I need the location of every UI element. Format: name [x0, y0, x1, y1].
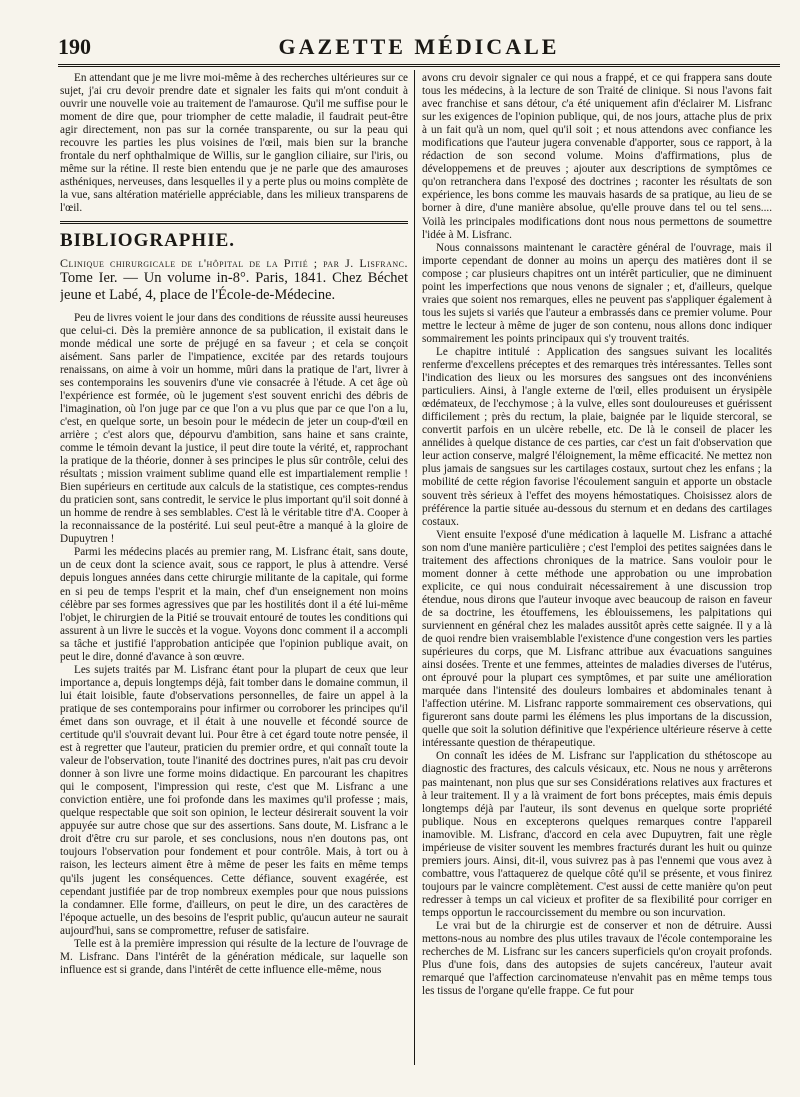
page-header	[58, 32, 780, 60]
review-paragraph-2: Parmi les médecins placés au premier rang, M. Lisfranc était, sans doute, un de ceux dont la science avait, sous ce rapport, le plus à attendre. Versé depuis longues années dans cette chirurgie militante de la capitale, qui forme en si peu de temps l'esprit et la main, chef d'un enseignement non moins célèbre par ses formes agressives que par les hostilités dont il a été lui-même l'objet, le chirurgien de la Pitié se trouvait entouré de toutes les conditions qui assurent à un livre le succès et la vogue. Voyons donc comment il a accompli sa tâche et justifié l'approbation anticipée que l'opinion publique avait, on peut le dire, donné d'avance à son œuvre.	[60, 546, 408, 663]
review-paragraph-5: Nous connaissons maintenant le caractère général de l'ouvrage, mais il importe cependant de donner au moins un aperçu des matières dont il se compose ; car plusieurs chapitres ont un intérêt particulier, que ne diminuent point les imperfections que nous venons de signaler ; et, d'ailleurs, quelque vraies que soient nos remarques, elles ne peuvent pas s'appliquer également à tous les sujets si variés que l'auteur a embrassés dans ce premier volume. Pour mettre le lecteur à même de juger de son contenu, nous allons donc indiquer sommairement les points principaux qui s'y trouvent traités.	[422, 241, 772, 345]
left-column	[60, 72, 408, 1065]
journal-title: GAZETTE MÉDICALE	[278, 34, 560, 59]
review-paragraph-9: Le vrai but de la chirurgie est de conserver et non de détruire. Aussi mettons-nous au nombre des plus utiles travaux de l'école contemporaine les recherches de M. Lisfranc sur les cancers superficiels qu'on croyait profonds. Plus d'une fois, dans des autopsies de sujets cancéreux, l'auteur avait remarqué que l'affection carcinomateuse n'envahit pas en même temps tous les tissus de l'organe qu'elle frappe. Ce fut pour	[422, 920, 772, 998]
intro-paragraph: En attendant que je me livre moi-même à des recherches ultérieures sur ce sujet, j'ai cru devoir prendre date et signaler les faits qui m'ont conduit à ouvrir une nouvelle voie au traitement de l'amaurose. Qu'il me suffise pour le moment de dire que, pour triompher de cette maladie, il faudrait peut-être agir directement, non pas sur la cornée transparente, ou sur la peau qui recouvre les parties les plus voisines de l'œil, mais bien sur la branche frontale du nerf ophthalmique de Willis, sur le ganglion ciliaire, sur l'iris, ou même sur la rétine. Il reste bien entendu que je ne parle que des amauroses asthéniques, nerveuses, dans lesquelles il y a perte plus ou moins complète de la vue, sans altération matérielle appréciable, dans les milieux transparens de l'œil.	[60, 72, 408, 215]
page-number: 190	[58, 34, 91, 59]
review-paragraph-continued: avons cru devoir signaler ce qui nous a frappé, et ce qui frappera sans doute tous les médecins, à la lecture de son Traité de clinique. Si nous l'avons fait avec franchise et sans détour, c'a été uniquement afin d'éclairer M. Lisfranc sur les exigences de l'opinion publique, qui, de nos jours, attache plus de prix à un fait qu'à un nom, quel qu'il soit ; et nous attendons avec confiance les modifications que l'auteur jugera convenable d'apporter, sous ce rapport, à la rédaction de son second volume. Moins d'affirmations, plus de développemens et de preuves ; ajouter aux descriptions de symptômes ce qu'on retranchera dans l'exposé des doctrines ; raconter les résultats de son expérience, les bons comme les mauvais hasards de sa pratique, au lieu de se borner à dire, d'une manière absolue, qu'elle prouve dans tel ou tel sens.... Voilà les principales modifications dont nous nous permettons de soumettre l'idée à M. Lisfranc.	[422, 72, 772, 241]
section-title: BIBLIOGRAPHIE.	[60, 229, 236, 251]
review-paragraph-1: Peu de livres voient le jour dans des conditions de réussite aussi heureuses que celui-ci. Dès la première annonce de sa publication, il existait dans le monde médical une sorte de préjugé en sa faveur ; et cela se conçoit aisément. Sans parler de l'impatience, excitée par des retards toujours renaissans, on aime à voir un homme, mûri dans la pratique de l'art, livrer à ses contemporains les souvenirs d'une vie consacrée à l'étude. A cet âge où l'expérience est formée, où le jugement s'est souvent enrichi des débris de l'imagination, où l'on juge par ce que l'on a vu plus que par ce que l'on a lu, c'est, en quelque sorte, un besoin pour le médecin de jeter un coup-d'œil en arrière ; c'est alors que, dépourvu d'ambition, sans haine et sans crainte, comme le témoin devant la justice, il peut dire toute la vérité, et, rapprochant la pratique de la théorie, donner à ses principes le plus sûr contrôle, celui des résultats ; mission vraiment sublime quand elle est impartialement remplie ! Bien supérieurs en certitude aux calculs de la statistique, ces comptes-rendus du praticien sont, sans contredit, le service le plus important qu'il soit donné à un homme de rendre à ses semblables. C'est là le véritable titre d'A. Cooper à la reconnaissance de la postérité. Lui seul peut-être a manqué à la gloire de Dupuytren !	[60, 311, 408, 546]
section-rule	[60, 221, 408, 224]
review-paragraph-3: Les sujets traités par M. Lisfranc étant pour la plupart de ceux que leur importance a, depuis longtemps déjà, fait tomber dans le domaine commun, il lui était loisible, faute d'observations personnelles, de faire un appel à la pratique de ses contemporains pour infirmer ou corroborer les principes qu'il émet dans son ouvrage, et il était à une nouvelle et fécondé source de certitude qu'il s'ouvrait devant lui. Pour être à cet égard toute notre pensée, il est à regretter que l'auteur, praticien du premier ordre, et qui connaît toute la valeur de l'observation, toute l'inanité des doctrines pures, n'ait pas cru devoir donner à son livre une forme moins didactique. En parcourant les chapitres qui le composent, l'impression qui reste, c'est que M. Lisfranc a une conviction entière, une foi profonde dans les maximes qu'il professe ; mais, quelque respectable que soit son opinion, le lecteur désirerait souvent la voir appuyée sur autre chose que sur des assertions. Sans doute, M. Lisfranc a le droit d'être cru sur parole, et ses conclusions, nous n'en doutons pas, ont toujours l'observation pour fondement et pour contrôle. Mais, à tort ou à raison, les lecteurs aiment être à même de peser les faits en même temps qu'ils jugent les conséquences. Cette défiance, souvent exagérée, est cependant justifiée par de trop nombreux exemples pour que nous puissions la condamner. Elle forme, d'ailleurs, on peut le dire, un des caractères de l'époque actuelle, un des besoins de l'esprit public, qu'aucun auteur ne saurait aujourd'hui, sans se compromettre, refuser de satisfaire.	[60, 663, 408, 937]
review-paragraph-7: Vient ensuite l'exposé d'une médication à laquelle M. Lisfranc a attaché son nom d'une manière particulière ; c'est l'emploi des petites saignées dans le traitement des affections chroniques de la matrice. Sans vouloir pour le moment donner à cette méthode une approbation ou une improbation explicite, ce qui nous conduirait nécessairement à une discussion trop étendue, nous dirons que l'auteur invoque avec beaucoup de raison en faveur de sa doctrine, les étouffemens, les éblouissemens, les palpitations qui surviennent en général chez les malades aussitôt après cette saignée. Il y a là de quoi rendre bien vraisemblable l'existence d'une congestion vers les parties supérieures du corps, que M. Lisfranc attribue aux évacuations sanguines ainsi dosées. Trente et une femmes, atteintes de maladies diverses de l'utérus, ont éprouvé pour la plupart ces symptômes, et par suite une amélioration marquée dans l'intensité des douleurs lombaires et abdominales tenant à l'affection utérine. M. Lisfranc rapporte sommairement ces observations, qui figureront sans doute parmi les élémens les plus importans de la discussion, quelle que soit la solution définitive que l'expérience ultérieure réserve à cette intéressante question de thérapeutique.	[422, 528, 772, 750]
review-paragraph-8: On connaît les idées de M. Lisfranc sur l'application du sthétoscope au diagnostic des fractures, des calculs vésicaux, etc. Nous ne nous y arrêterons pas maintenant, non plus que sur ses Considérations relatives aux fractures et à leur traitement. Il y a là vraiment de fort bons préceptes, mais émis depuis longtemps déjà par l'auteur, ils sont devenus en quelque sorte propriété publique. Nous en excepterons quelques remarques contre l'appareil inamovible. M. Lisfranc, d'accord en cela avec Dupuytren, fait une règle impérieuse de visiter souvent les membres fracturés durant les huit ou quinze premiers jours. Ainsi, dit-il, vous suivrez pas à pas l'ennemi que vous avez à combattre, vous l'attaquerez de quelque côté qu'il se présente, et vous finirez toujours par le vaincre complètement. C'est aussi de cette manière qu'on peut redresser à temps un cal vicieux et profiter de sa flexibilité pour corriger en temps opportun le raccourcissement du membre ou son incurvation.	[422, 750, 772, 919]
reference-details: Tome Ier. — Un volume in-8°. Paris, 1841. Chez Béchet jeune et Labé, 4, place de l'École-de-Médecine.	[60, 269, 408, 303]
column-divider	[414, 70, 415, 1065]
header-rule	[58, 64, 780, 67]
review-paragraph-6: Le chapitre intitulé : Application des sangsues suivant les localités renferme d'excellens préceptes et des remarques très intéressantes. Telles sont l'indication des lieux ou les morsures des sangsues ont des inconvéniens particuliers. Ainsi, à l'angle externe de l'œil, elles produisent un érysipèle œdémateux, de l'ecchymose ; à la vulve, elles sont douloureuses et guérissent difficilement ; près du rectum, la plaie, baignée par le liquide stercoral, se convertit parfois en un ulcère rebelle, etc. De là le conseil de placer les annélides à quelque distance de ces parties, car c'est un fait d'observation que leur action conserve, malgré l'éloignement, la même efficacité. Ne mettez non plus jamais de sangsues sur les cartilages costaux, surtout chez les enfans ; la mobilité de cette région favorise l'écoulement sanguin et apporte un obstacle souvent très sérieux à l'effet des moyens hémostatiques. Choisissez alors de préférence la partie située au-dessous du sternum et en dedans des cartilages costaux.	[422, 345, 772, 528]
bibliography-reference	[60, 256, 408, 304]
reference-title: Clinique chirurgicale de l'hôpital de la Pitié ; par J. Lisfranc.	[60, 255, 408, 270]
right-column	[422, 72, 772, 1065]
review-paragraph-4: Telle est à la première impression qui résulte de la lecture de l'ouvrage de M. Lisfranc. Dans l'intérêt de la génération médicale, sur laquelle son influence est si grande, dans l'intérêt de cette influence elle-même, nous	[60, 937, 408, 976]
